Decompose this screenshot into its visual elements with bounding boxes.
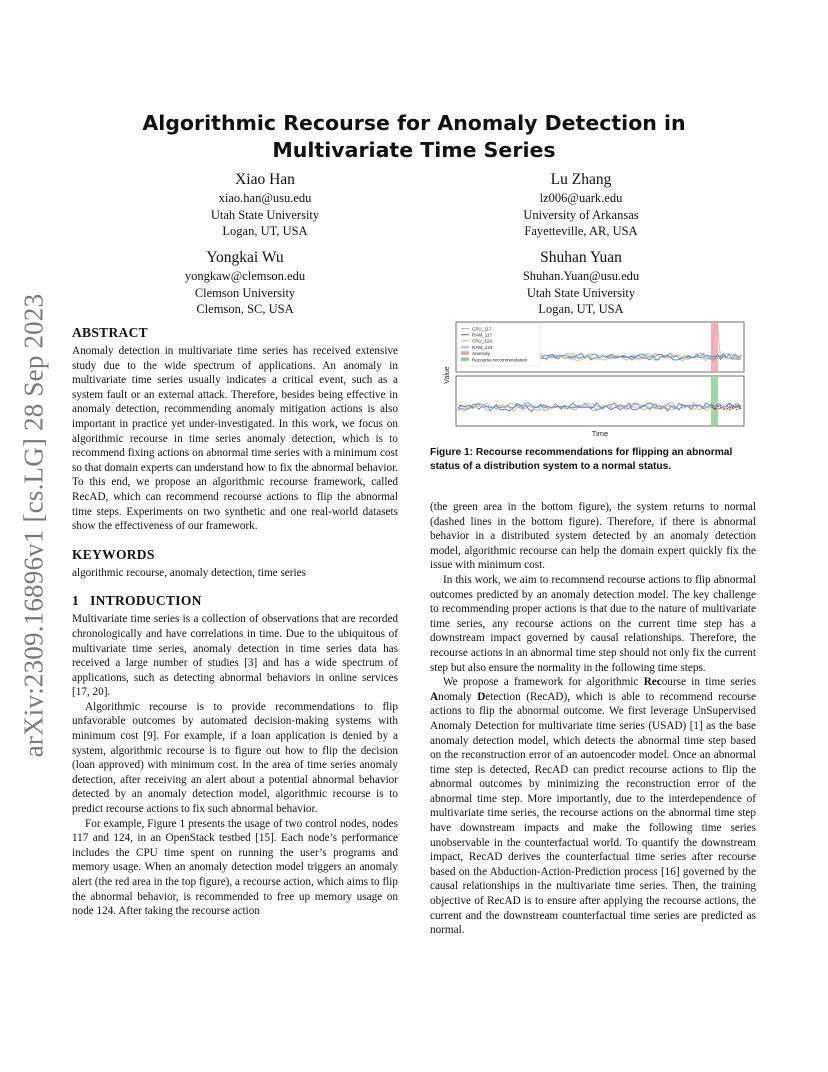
author-affiliation: Utah State University (210, 207, 320, 222)
figure-1 (443, 320, 748, 438)
keywords-text: algorithmic recourse, anomaly detection, time series (72, 566, 306, 579)
author-block-3 (115, 248, 375, 318)
author-location: Logan, UT, USA (222, 224, 308, 238)
intro-paragraph-2: Algorithmic recourse is to provide recommendations to flip unfavorable outcomes by automated decision-making systems with minimum cost [9]. For example, if a loan application is denied by a system, algorithmic recourse is to figure out how to flip the decision (loan approved) with minimum cost. In the area of time series anomaly detection, after receiving an alert about a potential abnormal behavior detected by an anomaly detection model, algorithmic recourse is to predict recourse actions to fix such abnormal behavior. (72, 700, 398, 816)
right-paragraph-2: In this work, we aim to recommend recourse actions to flip abnormal outcomes predicted by an anomaly detection model. The key challenge to recommending proper actions is that due to the nature of multivariate time series, any recourse actions on the current time step has a downstream impact governed by causal relationships. Therefore, the recourse actions in an abnormal time step should not only fix the current step but also ensure the normality in the following time steps. (430, 573, 756, 674)
author-name: Yongkai Wu (206, 249, 284, 266)
legend-swatch (461, 351, 469, 355)
y-axis-label: Value (444, 366, 451, 384)
legend-label: CPU_124 (472, 338, 492, 344)
bottom-panel-frame (456, 376, 744, 426)
arxiv-identifier-text: arXiv:2309.16896v1 [cs.LG] 28 Sep 2023 (18, 293, 49, 757)
author-block-4 (451, 248, 711, 318)
figure-1-caption: Figure 1: Recourse recommendations for flipping an abnormal status of a distribution system to a normal status. (430, 447, 733, 472)
legend-swatch (461, 358, 469, 362)
legend-label: Recourse recommendation (472, 357, 528, 363)
arxiv-identifier (14, 290, 54, 760)
author-location: Clemson, SC, USA (196, 302, 294, 316)
intro-paragraph-1: Multivariate time series is a collection of observations that are recorded chronologically and have correlations in time. Due to the ubiquitous of multivariate time series, anomaly detection in time series data has received a large number of studies [3] and has a wide spectrum of applications, such as detecting abnormal behaviors in online services [17, 20]. (72, 613, 398, 699)
author-name: Shuhan Yuan (540, 249, 622, 266)
right-paragraph-3: We propose a framework for algorithmic Recourse in time series Anomaly Detection (RecAD), which is able to recommend recourse actions to flip the abnormal outcome. We first leverage UnSupervised Anomaly Detection for multivariate time series (USAD) [1] as the base anomaly detection model, which detects the abnormal time step based on the reconstruction error of an autoencoder model. Once an abnormal time step is detected, RecAD can predict recourse actions to flip the abnormal outcomes by minimizing the reconstruction error of the abnormal time step. More importantly, due to the interdependence of multivariate time series, the recourse actions on the abnormal time step have downstream impacts and make the following time series unobservable in the counterfactual world. To quantify the downstream impact, RecAD derives the counterfactual time series after recourse based on the Abduction-Action-Prediction process [16] governed by the causal relationships in the multivariate time series. Then, the training objective of RecAD is to ensure after applying the recourse actions, the current and the downstream counterfactual time series are predicted as normal. (430, 676, 757, 937)
introduction-heading: 1 INTRODUCTION (72, 593, 202, 609)
abstract-text: Anomaly detection in multivariate time series has received extensive study due to the wide spectrum of applications. An anomaly in multivariate time series usually indicates a critical event, such as a system fault or an external attack. Therefore, besides being effective in anomaly detection, recommending anomaly mitigation actions is also important in practice yet under-investigated. In this work, we focus on algorithmic recourse in time series anomaly detection, which is to recommend fixing actions on abnormal time series with a minimum cost so that domain experts can understand how to fix the abnormal behavior. To this end, we propose an algorithmic recourse framework, called RecAD, which can recommend recourse actions to flip the abnormal time steps. Experiments on two synthetic and one real-world datasets show the effectiveness of our framework. (72, 345, 398, 533)
right-column (430, 500, 756, 938)
abstract-heading: ABSTRACT (72, 325, 148, 340)
legend-label: RAM_124 (472, 344, 493, 350)
legend-label: Anomaly (472, 351, 490, 357)
right-paragraph-1: (the green area in the bottom figure), the system returns to normal (dashed lines in the bottom figure). Therefore, if there is abnormal behavior in a distributed system detected by an anomaly detection model, algorithmic recourse can help the domain expert quickly fix the issue with minimum cost. (430, 501, 756, 572)
author-email: lz006@uark.edu (539, 191, 623, 205)
author-block-1 (135, 170, 395, 240)
recourse-region (711, 376, 718, 426)
author-affiliation: Clemson University (194, 285, 296, 300)
author-name: Xiao Han (235, 171, 295, 188)
author-affiliation: Utah State University (526, 285, 636, 300)
author-email: Shuhan.Yuan@usu.edu (522, 269, 640, 283)
x-axis-label: Time (591, 429, 609, 438)
legend-label: CPU_117 (472, 326, 492, 332)
legend (458, 324, 540, 366)
author-location: Logan, UT, USA (538, 302, 624, 316)
intro-paragraph-3: For example, Figure 1 presents the usage of two control nodes, nodes 117 and 124, in an OpenStack testbed [15]. Each node’s performance includes the CPU time spent on running the user’s programs and memory usage. When an anomaly detection model triggers an anomaly alert (the red area in the top figure), a recourse action, which aims to flip the abnormal behavior, is recommended to free up memory usage on node 124. After taking the recourse action (72, 817, 398, 918)
figure-1-plot (443, 320, 748, 438)
legend-label: RAM_117 (472, 332, 493, 338)
paper-title: Algorithmic Recourse for Anomaly Detection in Multivariate Time Series (142, 111, 686, 162)
keywords-heading: KEYWORDS (72, 546, 155, 562)
author-affiliation: University of Arkansas (523, 207, 639, 222)
author-location: Fayetteville, AR, USA (524, 224, 638, 238)
author-email: yongkaw@clemson.edu (184, 269, 306, 283)
author-email: xiao.han@usu.edu (218, 191, 312, 205)
author-block-2 (451, 170, 711, 240)
left-column (72, 324, 398, 919)
author-name: Lu Zhang (550, 171, 612, 188)
